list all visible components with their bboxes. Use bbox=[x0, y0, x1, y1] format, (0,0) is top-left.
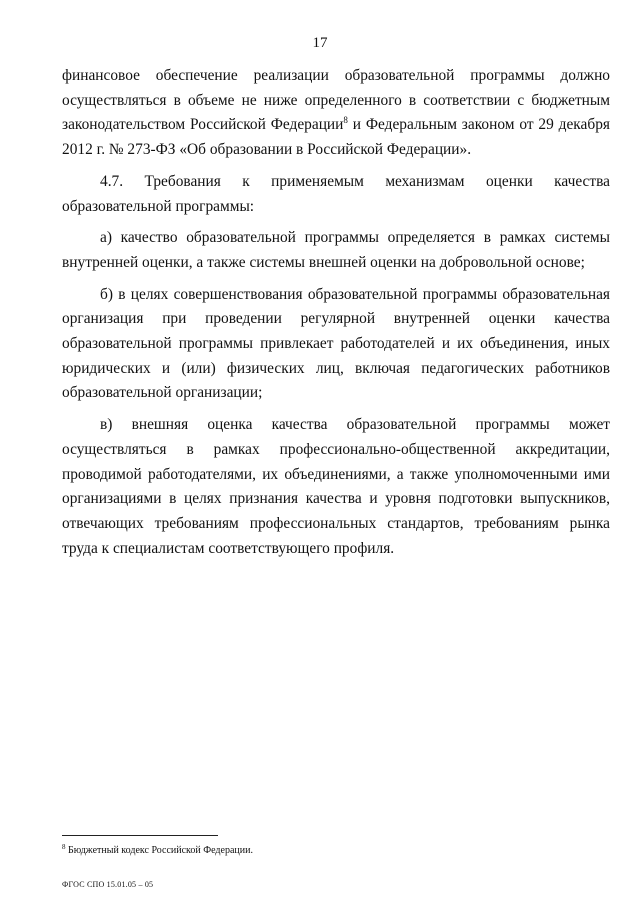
footnote bbox=[62, 844, 253, 857]
paragraph-item-v: в) внешняя оценка качества образовательной программы может осуществляться в рамках профессионально-общественной аккредитации, проводимой работодателями, их объединениями, а также уполномоченными ими организациями в целях признания качества и уровня подготовки выпускников, отвечающих требованиям профессиональных стандартов, требованиям рынка труда к специалистам соответствующего профиля. bbox=[62, 416, 610, 557]
page-number: 17 bbox=[312, 35, 328, 51]
footnote-divider bbox=[62, 835, 218, 836]
paragraph-item-b: б) в целях совершенствования образовательной программы образовательная организация при проведении регулярной внутренней оценки качества образовательной программы привлекает работодателей и их объединения, иных юридических и (или) физических лиц, включая педагогических работников образовательной организации; bbox=[62, 285, 610, 402]
paragraph-funding-text-after: и Федеральным законом от 29 декабря 2012 г. № 273-ФЗ «Об образовании в Российской Федерации». bbox=[62, 116, 610, 159]
paragraph-item-a: а) качество образовательной программы определяется в рамках системы внутренней оценки, а также системы внешней оценки на добровольной основе; bbox=[62, 229, 610, 271]
body-text bbox=[62, 64, 610, 568]
footnote-text: Бюджетный кодекс Российской Федерации. bbox=[65, 845, 253, 856]
document-code: ФГОС СПО 15.01.05 – 05 bbox=[62, 880, 154, 889]
paragraph-section-4-7: 4.7. Требования к применяемым механизмам оценки качества образовательной программы: bbox=[62, 172, 610, 215]
paragraph-funding bbox=[62, 64, 610, 163]
footnote-reference: 8 bbox=[343, 115, 348, 126]
paragraph-funding-text: финансовое обеспечение реализации образовательной программы должно осуществляться в объеме не ниже определенного в соответствии с бюджетным законодательством Российской Федерации bbox=[62, 67, 610, 134]
footnote-marker: 8 bbox=[62, 843, 66, 851]
